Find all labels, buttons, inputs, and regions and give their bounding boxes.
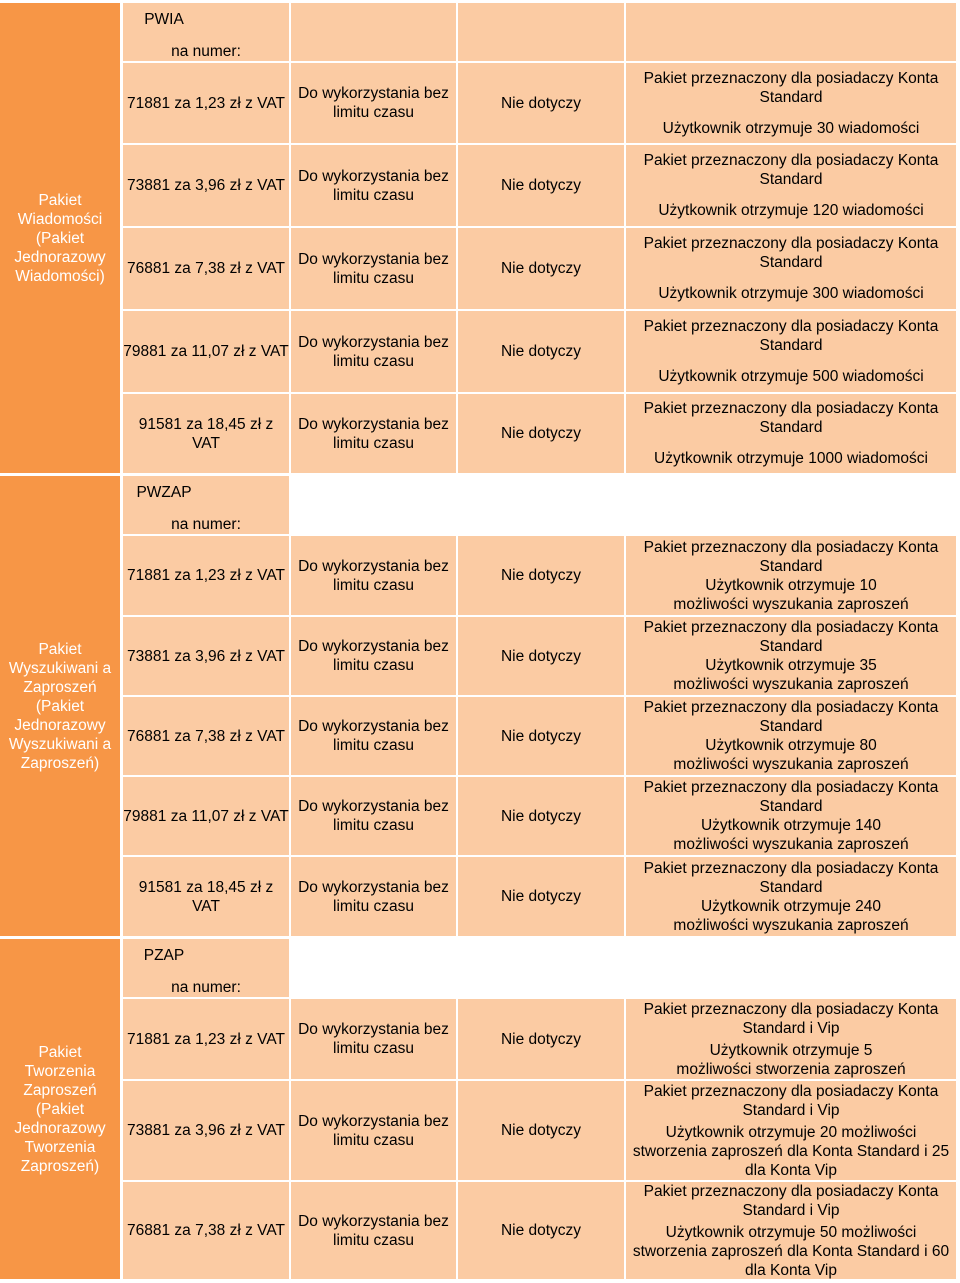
validity-text: Do wykorzystania bez limitu czasu <box>298 167 449 204</box>
description-eligibility: Pakiet przeznaczony dla posiadaczy Konta Standard i Vip <box>643 1000 939 1037</box>
price-text: 76881 za 7,38 zł z VAT <box>127 727 285 745</box>
status-cell <box>458 145 624 226</box>
status-cell <box>458 536 624 615</box>
description-cell <box>626 311 956 392</box>
description-quantity: Użytkownik otrzymuje 20 możliwości stworzenia zaproszeń dla Konta Standard i 25 dla Konta Vip <box>632 1123 950 1179</box>
validity-text: Do wykorzystania bez limitu czasu <box>298 85 449 121</box>
description-eligibility: Pakiet przeznaczony dla posiadaczy Konta Standard <box>643 859 939 896</box>
status-cell <box>458 63 624 143</box>
validity-text: Do wykorzystania bez limitu czasu <box>298 1212 449 1249</box>
status-cell <box>458 311 624 392</box>
validity-cell <box>291 394 456 473</box>
description-eligibility: Pakiet przeznaczony dla posiadaczy Konta Standard <box>643 318 939 354</box>
validity-text: Do wykorzystania bez limitu czasu <box>298 798 449 834</box>
description-quantity: Użytkownik otrzymuje 120 wiadomości <box>658 202 924 219</box>
section-label-text: Pakiet Wiadomości (Pakiet Jednorazowy Wiadomości) <box>14 191 106 285</box>
price-text: 76881 za 7,38 zł z VAT <box>127 1222 285 1239</box>
price-cell <box>123 1081 289 1180</box>
package-code <box>123 483 289 502</box>
price-cell <box>123 145 289 226</box>
price-cell <box>123 857 289 936</box>
section-header <box>123 476 289 534</box>
status-cell <box>458 617 624 695</box>
section-label <box>0 939 120 1279</box>
description-quantity: Użytkownik otrzymuje 500 wiadomości <box>658 368 924 385</box>
description-quantity: Użytkownik otrzymuje 35 możliwości wyszukania zaproszeń <box>673 657 909 693</box>
validity-text: Do wykorzystania bez limitu czasu <box>298 878 449 915</box>
price-cell <box>123 228 289 309</box>
price-text: 71881 za 1,23 zł z VAT <box>127 1030 285 1048</box>
status-text: Nie dotyczy <box>500 425 582 442</box>
status-cell <box>458 394 624 473</box>
description-eligibility: Pakiet przeznaczony dla posiadaczy Konta Standard <box>643 400 939 436</box>
description-eligibility: Pakiet przeznaczony dla posiadaczy Konta Standard i Vip <box>643 1182 939 1219</box>
price-cell <box>123 311 289 392</box>
status-cell <box>458 1081 624 1180</box>
package-code-text: PZAP <box>143 947 185 964</box>
header-empty <box>458 3 624 61</box>
na-numer-label <box>123 515 289 534</box>
package-code-text: PWIA <box>144 11 184 28</box>
status-text: Nie dotyczy <box>500 807 582 825</box>
status-text: Nie dotyczy <box>500 1030 582 1048</box>
description-cell <box>626 1182 956 1279</box>
package-code <box>123 10 289 29</box>
status-text: Nie dotyczy <box>500 1122 582 1139</box>
price-cell <box>123 777 289 855</box>
description-cell <box>626 999 956 1079</box>
description-cell <box>626 536 956 615</box>
section-label <box>0 476 120 936</box>
status-cell <box>458 777 624 855</box>
description-eligibility: Pakiet przeznaczony dla posiadaczy Konta Standard <box>643 699 939 735</box>
status-cell <box>458 857 624 936</box>
description-quantity: Użytkownik otrzymuje 140 możliwości wyszukania zaproszeń <box>673 817 909 853</box>
status-text: Nie dotyczy <box>500 260 582 277</box>
validity-cell <box>291 536 456 615</box>
price-cell <box>123 617 289 695</box>
description-cell <box>626 1081 956 1180</box>
validity-cell <box>291 697 456 775</box>
description-quantity: Użytkownik otrzymuje 10 możliwości wyszukania zaproszeń <box>673 576 909 613</box>
price-cell <box>123 1182 289 1279</box>
status-cell <box>458 697 624 775</box>
validity-cell <box>291 999 456 1079</box>
na-numer-label <box>123 42 289 61</box>
description-cell <box>626 857 956 936</box>
status-text: Nie dotyczy <box>500 567 582 584</box>
description-quantity: Użytkownik otrzymuje 80 możliwości wyszukania zaproszeń <box>673 737 909 773</box>
validity-cell <box>291 857 456 936</box>
status-text: Nie dotyczy <box>500 647 582 665</box>
description-eligibility: Pakiet przeznaczony dla posiadaczy Konta Standard <box>643 779 939 815</box>
validity-cell <box>291 777 456 855</box>
description-quantity: Użytkownik otrzymuje 1000 wiadomości <box>654 450 928 467</box>
price-text: 73881 za 3,96 zł z VAT <box>127 647 285 665</box>
validity-text: Do wykorzystania bez limitu czasu <box>298 333 449 370</box>
description-quantity: Użytkownik otrzymuje 5 możliwości stworzenia zaproszeń <box>676 1041 906 1078</box>
price-text: 91581 za 18,45 zł z VAT <box>138 415 274 452</box>
status-text: Nie dotyczy <box>500 343 582 360</box>
description-cell <box>626 394 956 473</box>
description-cell <box>626 697 956 775</box>
price-text: 79881 za 11,07 zł z VAT <box>123 807 289 825</box>
validity-text: Do wykorzystania bez limitu czasu <box>298 1112 449 1149</box>
section-header <box>123 3 289 61</box>
status-text: Nie dotyczy <box>500 94 582 112</box>
description-quantity: Użytkownik otrzymuje 50 możliwości stworzenia zaproszeń dla Konta Standard i 60 dla Konta Vip <box>632 1223 950 1279</box>
validity-cell <box>291 311 456 392</box>
validity-text: Do wykorzystania bez limitu czasu <box>298 1021 449 1057</box>
description-cell <box>626 228 956 309</box>
status-text: Nie dotyczy <box>500 1222 582 1239</box>
description-eligibility: Pakiet przeznaczony dla posiadaczy Konta Standard <box>643 152 939 188</box>
validity-cell <box>291 1182 456 1279</box>
description-quantity: Użytkownik otrzymuje 240 możliwości wyszukania zaproszeń <box>673 897 909 934</box>
section-header <box>123 939 289 997</box>
status-text: Nie dotyczy <box>500 727 582 745</box>
description-eligibility: Pakiet przeznaczony dla posiadaczy Konta Standard <box>643 69 939 106</box>
validity-cell <box>291 1081 456 1180</box>
validity-text: Do wykorzystania bez limitu czasu <box>298 718 449 754</box>
description-cell <box>626 145 956 226</box>
description-quantity: Użytkownik otrzymuje 300 wiadomości <box>658 285 924 302</box>
validity-text: Do wykorzystania bez limitu czasu <box>298 250 449 287</box>
validity-text: Do wykorzystania bez limitu czasu <box>298 557 449 594</box>
header-empty <box>291 3 456 61</box>
description-cell <box>626 63 956 143</box>
price-cell <box>123 394 289 473</box>
header-empty <box>626 3 956 61</box>
price-text: 73881 za 3,96 zł z VAT <box>127 1122 285 1139</box>
description-cell <box>626 617 956 695</box>
description-eligibility: Pakiet przeznaczony dla posiadaczy Konta Standard <box>643 538 939 575</box>
price-text: 91581 za 18,45 zł z VAT <box>138 878 274 915</box>
na-numer-text: na numer: <box>171 43 241 60</box>
package-code <box>123 946 289 965</box>
section-label-text: Pakiet Wyszukiwani a Zaproszeń (Pakiet Jednorazowy Wyszukiwani a Zaproszeń) <box>8 640 112 772</box>
price-text: 73881 za 3,96 zł z VAT <box>127 177 285 194</box>
price-text: 76881 za 7,38 zł z VAT <box>127 260 285 277</box>
status-text: Nie dotyczy <box>500 888 582 905</box>
price-text: 71881 za 1,23 zł z VAT <box>127 567 285 584</box>
na-numer-text: na numer: <box>171 979 241 996</box>
description-cell <box>626 777 956 855</box>
validity-cell <box>291 145 456 226</box>
na-numer-text: na numer: <box>171 516 241 533</box>
validity-text: Do wykorzystania bez limitu czasu <box>298 638 449 674</box>
description-eligibility: Pakiet przeznaczony dla posiadaczy Konta Standard <box>643 619 939 655</box>
validity-cell <box>291 63 456 143</box>
section-label-text: Pakiet Tworzenia Zaproszeń (Pakiet Jednorazowy Tworzenia Zaproszeń) <box>14 1043 106 1175</box>
validity-cell <box>291 228 456 309</box>
section-label <box>0 3 120 473</box>
status-text: Nie dotyczy <box>500 177 582 194</box>
price-cell <box>123 697 289 775</box>
validity-text: Do wykorzystania bez limitu czasu <box>298 415 449 452</box>
price-text: 79881 za 11,07 zł z VAT <box>123 343 289 360</box>
na-numer-label <box>123 978 289 997</box>
status-cell <box>458 228 624 309</box>
price-cell <box>123 999 289 1079</box>
price-cell <box>123 536 289 615</box>
status-cell <box>458 999 624 1079</box>
description-quantity: Użytkownik otrzymuje 30 wiadomości <box>662 119 920 137</box>
price-text: 71881 za 1,23 zł z VAT <box>127 94 285 112</box>
description-eligibility: Pakiet przeznaczony dla posiadaczy Konta Standard <box>643 235 939 271</box>
price-cell <box>123 63 289 143</box>
validity-cell <box>291 617 456 695</box>
status-cell <box>458 1182 624 1279</box>
description-eligibility: Pakiet przeznaczony dla posiadaczy Konta Standard i Vip <box>643 1082 939 1119</box>
package-code-text: PWZAP <box>136 484 192 501</box>
